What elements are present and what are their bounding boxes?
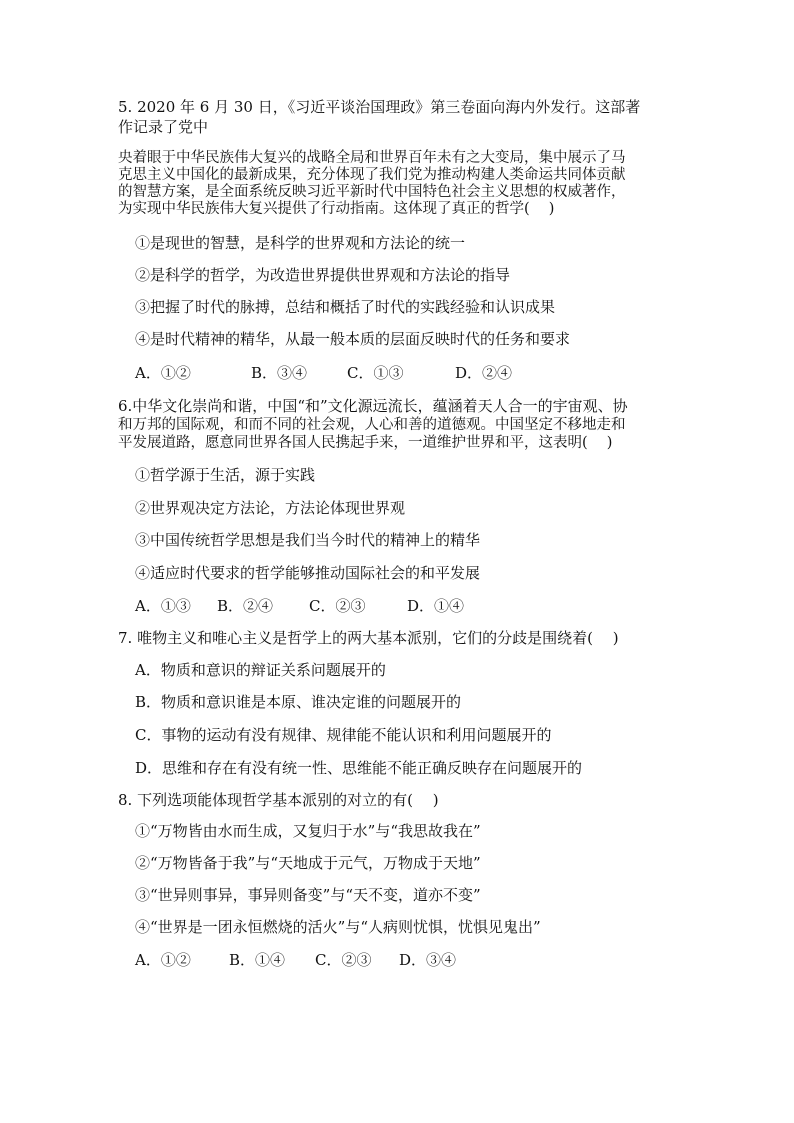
q5-stem-line-6: 为实现中华民族伟大复兴提供了行动指南。这体现了真正的哲学( ): [118, 201, 555, 217]
q6-stem-line-1: 6.中华文化崇尚和谐，中国“和”文化源远流长，蕴涵着天人合一的宇宙观、协: [118, 397, 628, 415]
q5-statement-2: ②是科学的哲学，为改造世界提供世界观和方法论的指导: [135, 266, 511, 284]
q8-choices: [135, 950, 456, 970]
q6-statement-2: ②世界观决定方法论，方法论体现世界观: [135, 499, 406, 517]
q5-choice-b[interactable]: B．③④: [251, 364, 308, 382]
q6-statement-1: ①哲学源于生活，源于实践: [135, 466, 316, 484]
q8-choice-d[interactable]: D．③④: [399, 951, 457, 969]
q5-stem-line-5: 的智慧方案，是全面系统反映习近平新时代中国特色社会主义思想的权威著作，: [118, 184, 626, 200]
q8-choice-b[interactable]: B．①④: [229, 951, 286, 969]
q8-statement-1: ①“万物皆由水而生成，又复归于水”与“我思故我在”: [135, 822, 481, 840]
q6-stem-line-3: 平发展道路，愿意同世界各国人民携起手来，一道维护世界和平，这表明( ): [118, 435, 613, 451]
q5-stem-line-2: 作记录了党中: [118, 118, 209, 136]
q6-choice-a[interactable]: A．①③: [135, 597, 191, 615]
q7-stem: 7. 唯物主义和唯心主义是哲学上的两大基本派别，它们的分歧是围绕着( ): [118, 629, 619, 647]
q5-choice-d[interactable]: D．②④: [455, 364, 513, 382]
q6-choice-c[interactable]: C．②③: [309, 597, 366, 615]
q5-choice-a[interactable]: A．①②: [135, 364, 191, 382]
q7-option-b[interactable]: B．物质和意识谁是本原、谁决定谁的问题展开的: [135, 693, 462, 711]
q6-stem-line-2: 和万邦的国际观，和而不同的社会观，人心和善的道德观。中国坚定不移地走和: [118, 417, 626, 433]
q5-statement-3: ③把握了时代的脉搏，总结和概括了时代的实践经验和认识成果: [135, 298, 556, 316]
q8-choice-a[interactable]: A．①②: [135, 951, 191, 969]
q7-option-d[interactable]: D．思维和存在有没有统一性、思维能不能正确反映存在问题展开的: [135, 759, 583, 777]
q5-statement-4: ④是时代精神的精华，从最一般本质的层面反映时代的任务和要求: [135, 330, 571, 348]
q5-choices: [135, 363, 512, 383]
q8-statement-4: ④“世界是一团永恒燃烧的活火”与“人病则忧惧，忧惧见鬼出”: [135, 918, 541, 936]
q6-choices: [135, 596, 464, 616]
q8-stem: 8. 下列选项能体现哲学基本派别的对立的有( ): [118, 791, 439, 809]
q5-stem-line-1: 5. 2020 年 6 月 30 日，《习近平谈治国理政》第三卷面向海内外发行。这部著: [118, 98, 641, 116]
q8-choice-c[interactable]: C．②③: [315, 951, 372, 969]
q8-statement-2: ②“万物皆备于我”与“天地成于元气，万物成于天地”: [135, 854, 481, 872]
q6-statement-3: ③中国传统哲学思想是我们当今时代的精神上的精华: [135, 531, 481, 549]
q6-choice-b[interactable]: B．②④: [217, 597, 274, 615]
q5-stem-line-3: 央着眼于中华民族伟大复兴的战略全局和世界百年未有之大变局，集中展示了马: [118, 150, 626, 166]
q5-stem-line-4: 克思主义中国化的最新成果，充分体现了我们党为推动构建人类命运共同体贡献: [118, 167, 626, 183]
q8-statement-3: ③“世异则事异，事异则备变”与“天不变，道亦不变”: [135, 886, 481, 904]
q7-option-a[interactable]: A．物质和意识的辩证关系问题展开的: [135, 661, 386, 679]
q5-statement-1: ①是现世的智慧，是科学的世界观和方法论的统一: [135, 234, 466, 252]
q6-statement-4: ④适应时代要求的哲学能够推动国际社会的和平发展: [135, 564, 481, 582]
q6-choice-d[interactable]: D．①④: [407, 597, 465, 615]
q5-choice-c[interactable]: C．①③: [347, 364, 404, 382]
q7-option-c[interactable]: C．事物的运动有没有规律、规律能不能认识和利用问题展开的: [135, 726, 552, 744]
